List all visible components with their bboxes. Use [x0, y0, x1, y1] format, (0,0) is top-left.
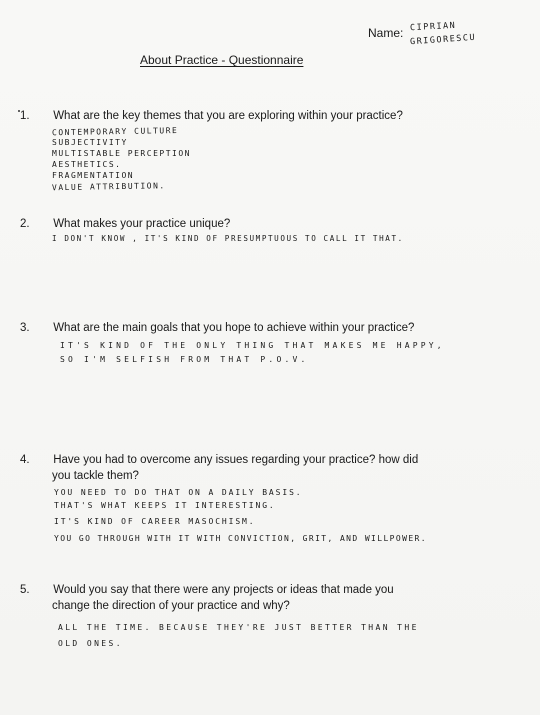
question-number: 4. [20, 454, 30, 466]
question-number: 2. [20, 218, 30, 230]
question-text [20, 452, 476, 468]
question-4 [20, 452, 476, 484]
question-text-line: What makes your practice unique? [53, 218, 231, 230]
name-label: Name: [368, 26, 404, 40]
answer-5 [58, 620, 419, 652]
name-handwritten-last: GRIGORESCU [409, 32, 477, 48]
answer-line: IT'S KIND OF CAREER MASOCHISM. [54, 517, 256, 526]
answer-line: I DON'T KNOW , IT'S KIND OF PRESUMPTUOUS TO CALL IT THAT. [52, 234, 404, 243]
question-3 [20, 320, 476, 336]
question-2 [20, 216, 476, 232]
question-text [20, 108, 476, 124]
question-text-line: you tackle them? [52, 470, 139, 482]
answer-line: SO I'M SELFISH FROM THAT P.O.V. [60, 355, 309, 364]
question-5 [20, 582, 476, 614]
question-1 [20, 108, 476, 124]
question-text [20, 320, 476, 336]
page-title: About Practice - Questionnaire [140, 53, 304, 67]
answer-line: MULTISTABLE PERCEPTION [52, 149, 191, 158]
question-text-line: change the direction of your practice and why? [52, 600, 290, 612]
answer-line: CONTEMPORARY CULTURE [51, 126, 179, 138]
answer-line: AESTHETICS. [52, 160, 122, 169]
answer-2 [52, 233, 404, 244]
answer-line: FRAGMENTATION [52, 171, 135, 180]
answer-line: YOU GO THROUGH WITH IT WITH CONVICTION, GRIT, AND WILLPOWER. [54, 534, 427, 543]
answer-1 [52, 126, 191, 192]
answer-4 [54, 487, 427, 547]
question-number: 1. [20, 110, 30, 122]
answer-3 [60, 339, 445, 367]
question-number: 5. [20, 584, 30, 596]
question-text-line: Have you had to overcome any issues regarding your practice? how did [53, 454, 419, 466]
answer-line: IT'S KIND OF THE ONLY THING THAT MAKES ME HAPPY, [60, 341, 445, 350]
question-text-line: Would you say that there were any projects or ideas that made you [53, 584, 394, 596]
answer-line: ALL THE TIME. BECAUSE THEY'RE JUST BETTER THAN THE [58, 623, 419, 632]
question-number: 3. [20, 322, 30, 334]
answer-line: THAT'S WHAT KEEPS IT INTERESTING. [54, 501, 276, 510]
question-text [20, 582, 476, 598]
answer-line: OLD ONES. [58, 639, 123, 648]
question-text [20, 216, 476, 232]
answer-line: YOU NEED TO DO THAT ON A DAILY BASIS. [54, 488, 303, 497]
question-text-line: What are the main goals that you hope to achieve within your practice? [53, 322, 415, 334]
question-text-line: What are the key themes that you are exploring within your practice? [53, 110, 403, 122]
answer-line: VALUE ATTRIBUTION. [51, 181, 166, 193]
name-handwritten-first: CIPRIAN [409, 20, 457, 34]
answer-line: SUBJECTIVITY [52, 138, 128, 147]
